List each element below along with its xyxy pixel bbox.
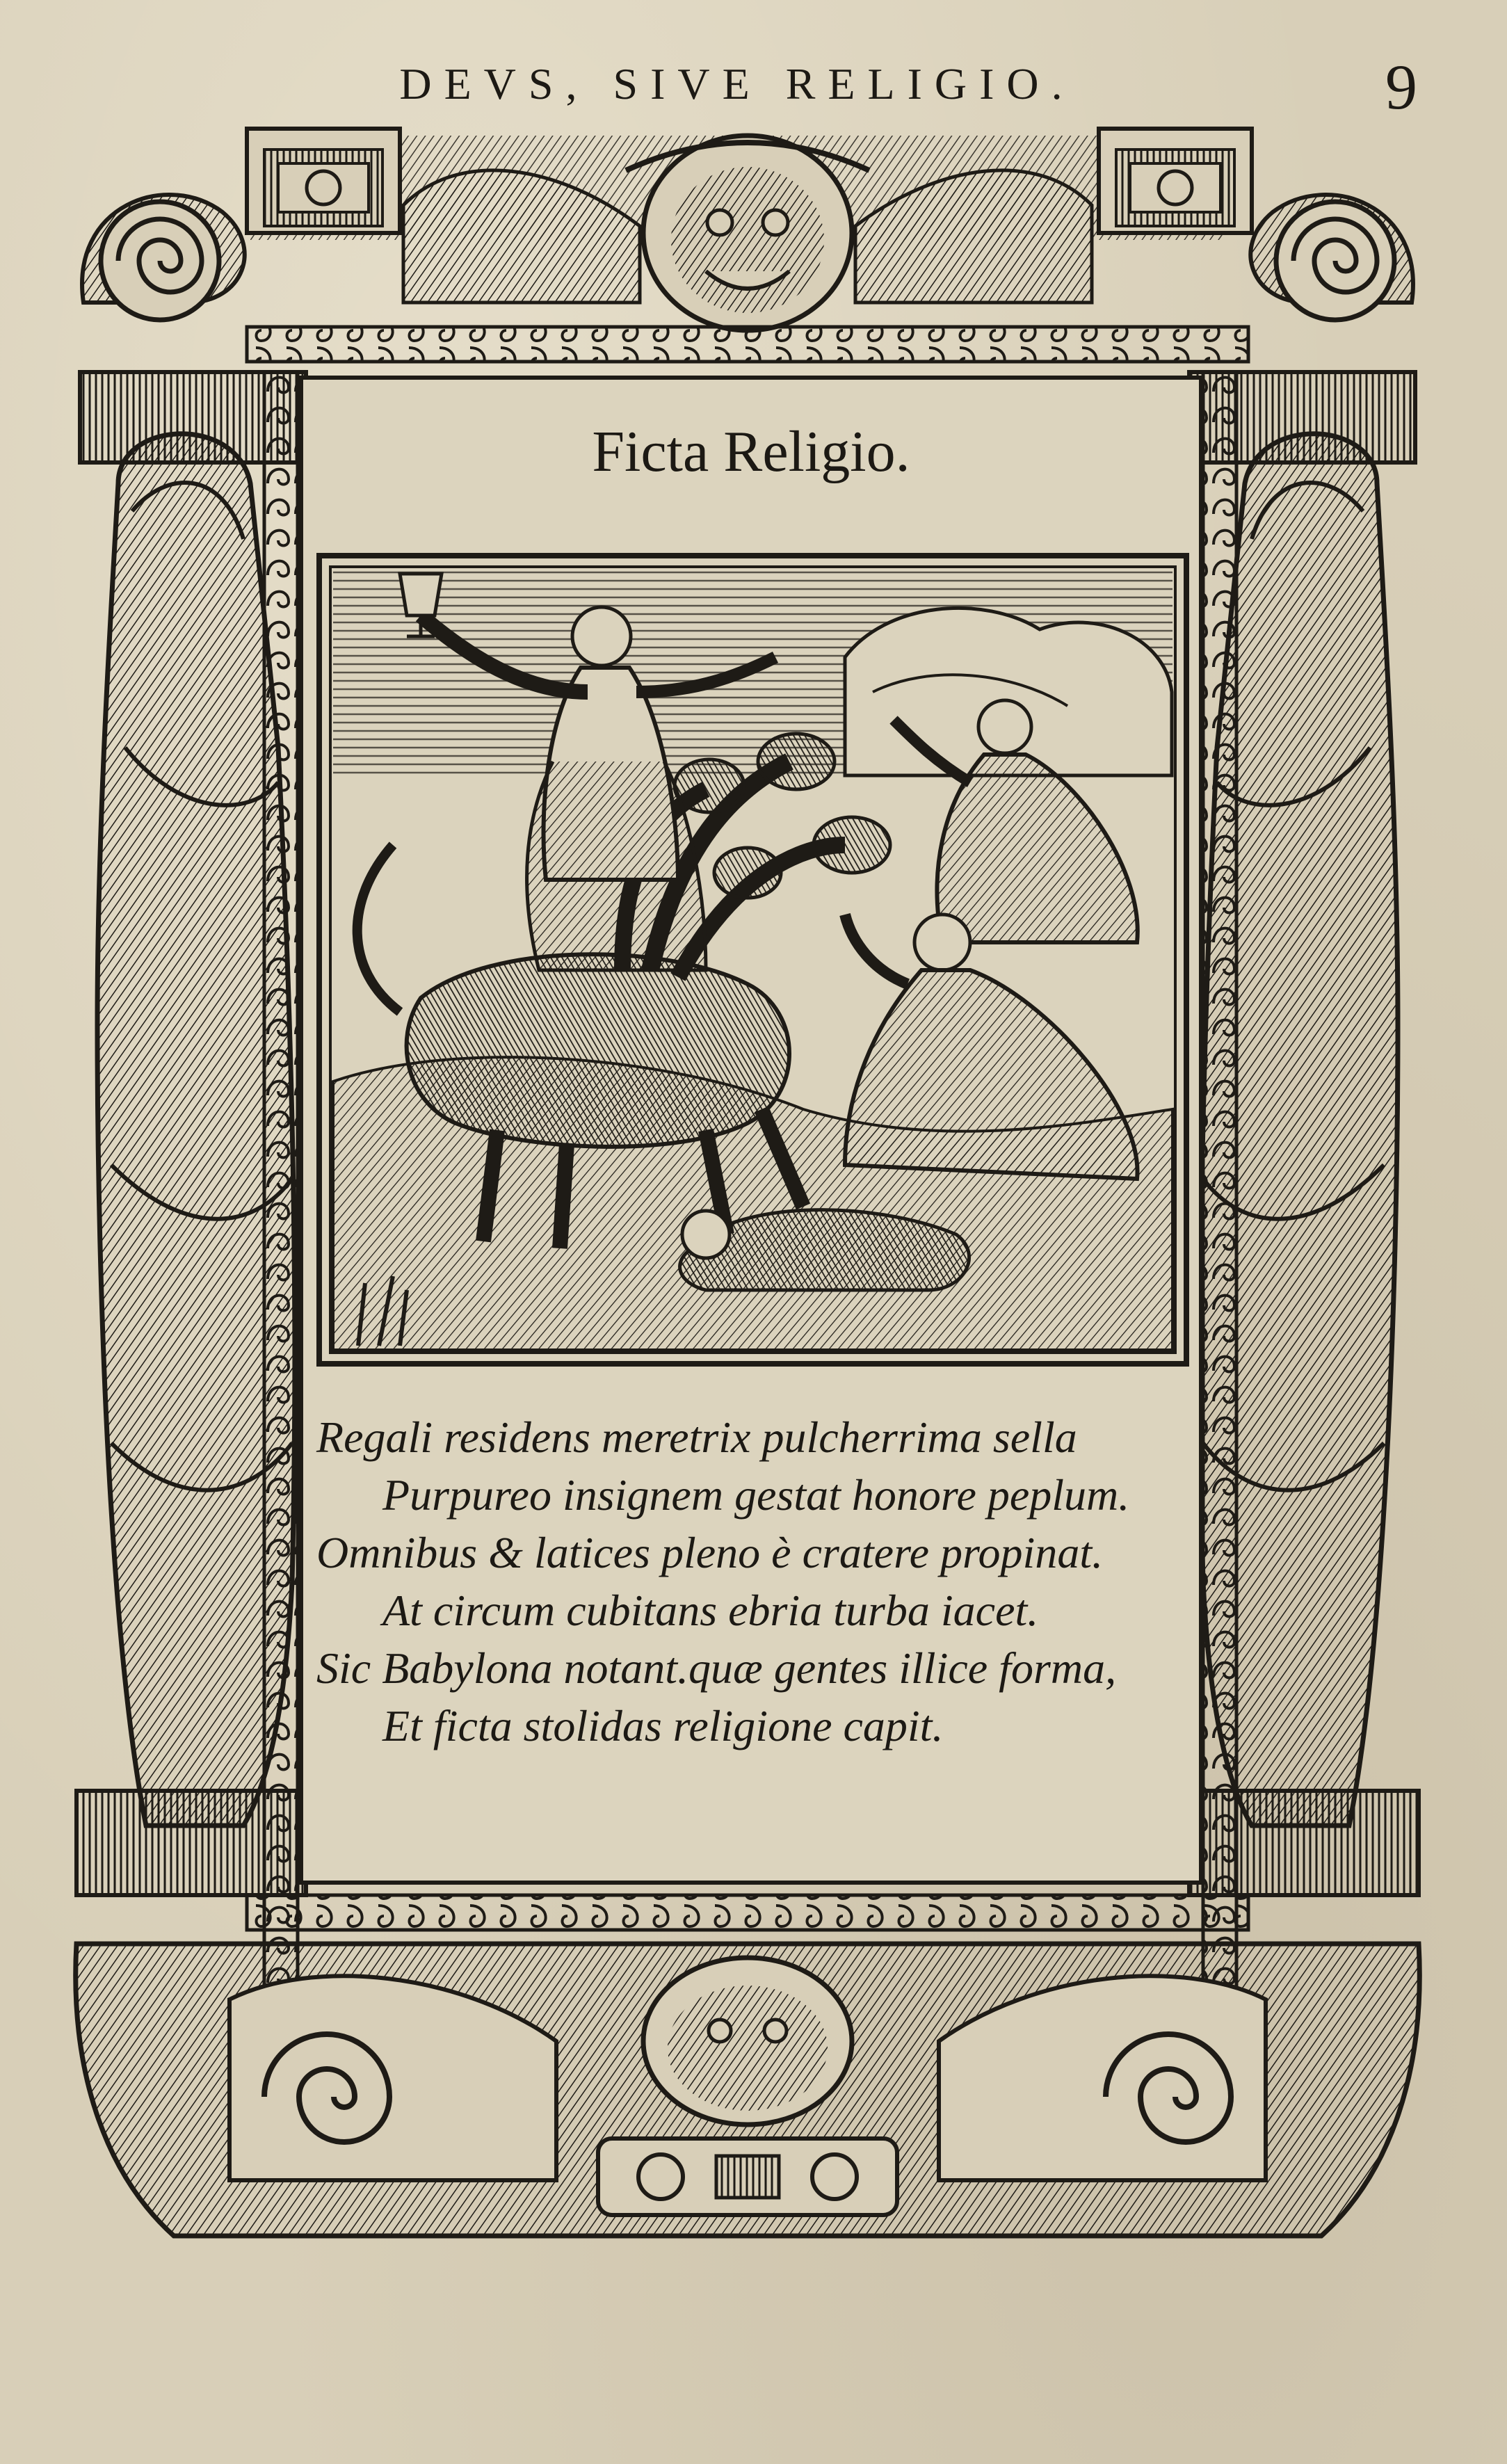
page-number: 9 xyxy=(1385,51,1417,122)
woodcut-illustration xyxy=(316,553,1189,1367)
emblem-verses xyxy=(316,1408,1193,1770)
verse-line: Omnibus & latices pleno è cratere propinat. xyxy=(316,1528,1104,1577)
verse-line: Regali residens meretrix pulcherrima sella xyxy=(316,1412,1077,1462)
verse-line: Purpureo insignem gestat honore peplum. xyxy=(382,1470,1130,1520)
woodcut-scene xyxy=(316,553,1189,1367)
top-right-volute xyxy=(1250,195,1413,320)
verse-line: At circum cubitans ebria turba iacet. xyxy=(382,1586,1039,1635)
top-left-volute xyxy=(82,195,245,320)
top-cornice xyxy=(247,129,1252,330)
running-title: DEVS, SIVE RELIGIO. xyxy=(399,59,1075,108)
bottom-cartouche xyxy=(76,1944,1420,2236)
verse-line: Sic Babylona notant.quæ gentes illice forma, xyxy=(316,1643,1117,1693)
chalice-icon xyxy=(400,574,442,615)
verse-line: Et ficta stolidas religione capit. xyxy=(382,1701,944,1750)
emblem-title: Ficta Religio. xyxy=(592,419,910,484)
